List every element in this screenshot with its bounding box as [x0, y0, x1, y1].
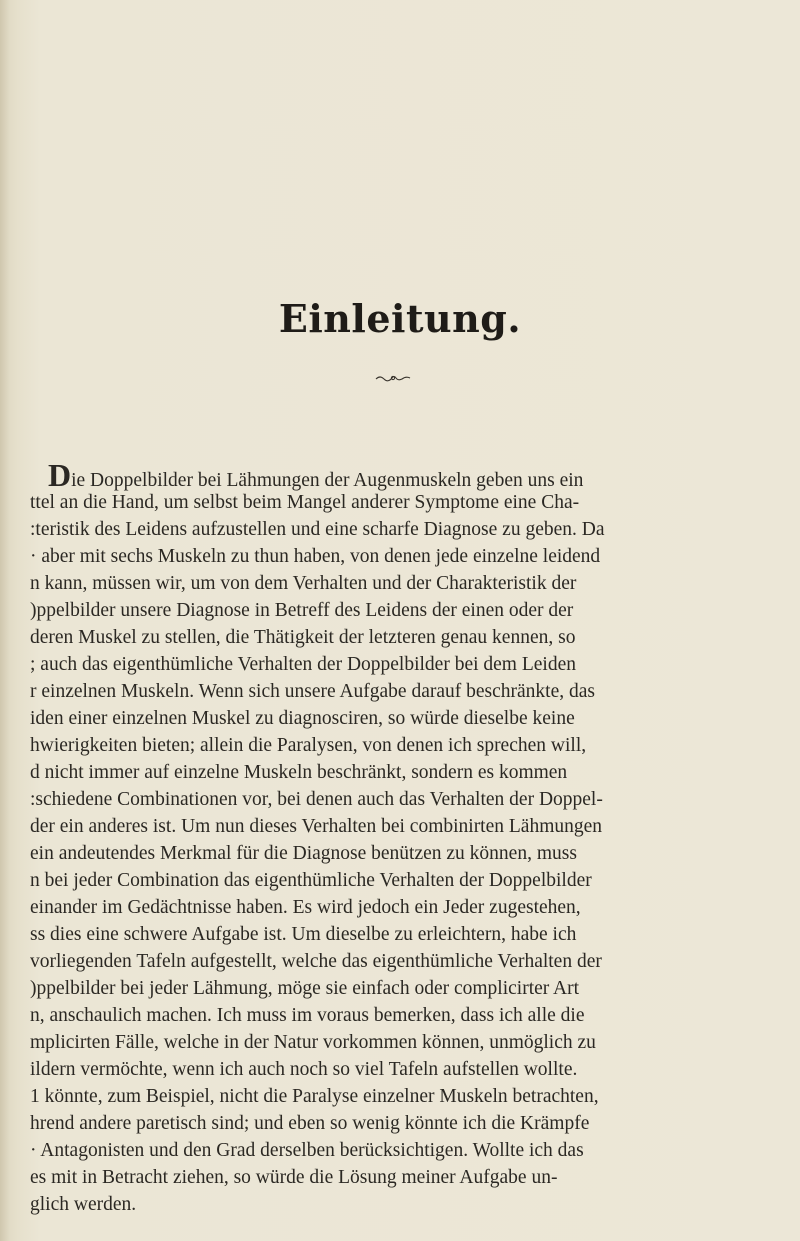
text-line-20: )ppelbilder bei jeder Lähmung, möge sie einfach oder complicirter Art	[30, 978, 580, 999]
text-line-16: n bei jeder Combination das eigenthümliche Verhalten der Doppelbilder	[30, 870, 592, 891]
text-line-5: n kann, müssen wir, um von dem Verhalten und der Charakteristik der	[30, 573, 577, 594]
text-line-23: ildern vermöchte, wenn ich auch noch so viel Tafeln aufstellen wollte.	[30, 1059, 578, 1080]
text-line-26: · Antagonisten und den Grad derselben berücksichtigen. Wollte ich das	[30, 1140, 584, 1161]
page-gutter	[0, 0, 10, 1241]
ornament-flourish-icon	[375, 374, 411, 382]
text-line-17: einander im Gedächtnisse haben. Es wird jedoch ein Jeder zugestehen,	[30, 897, 581, 918]
text-line-24: 1 könnte, zum Beispiel, nicht die Paralyse einzelner Muskeln betrachten,	[30, 1086, 599, 1107]
text-line-28: glich werden.	[30, 1194, 137, 1215]
text-line-18: ss dies eine schwere Aufgabe ist. Um dieselbe zu erleichtern, habe ich	[30, 924, 577, 945]
text-line-13: :schiedene Combinationen vor, bei denen auch das Verhalten der Doppel-	[30, 789, 603, 810]
text-line-4: · aber mit sechs Muskeln zu thun haben, von denen jede einzelne leidend	[30, 546, 601, 567]
text-line-22: mplicirten Fälle, welche in der Natur vorkommen können, unmöglich zu	[30, 1032, 596, 1053]
text-line-7: deren Muskel zu stellen, die Thätigkeit der letzteren genau kennen, so	[30, 627, 576, 648]
text-line-2: ttel an die Hand, um selbst beim Mangel anderer Symptome eine Cha-	[30, 492, 580, 513]
drop-cap: D	[48, 457, 72, 493]
text-line-1: Die Doppelbilder bei Lähmungen der Augenmuskeln geben uns ein	[48, 457, 584, 493]
text-line-10: iden einer einzelnen Muskel zu diagnosciren, so würde dieselbe keine	[30, 708, 575, 729]
text-line-12: d nicht immer auf einzelne Muskeln beschränkt, sondern es kommen	[30, 762, 568, 783]
page-title: Einleitung.	[278, 296, 522, 341]
text-line-27: es mit in Betracht ziehen, so würde die Lösung meiner Aufgabe un-	[30, 1167, 558, 1188]
text-line-21: n, anschaulich machen. Ich muss im voraus bemerken, dass ich alle die	[30, 1005, 585, 1026]
text-line-15: ein andeutendes Merkmal für die Diagnose benützen zu können, muss	[30, 843, 577, 864]
text-line-19: vorliegenden Tafeln aufgestellt, welche das eigenthümliche Verhalten der	[30, 951, 602, 972]
text-line-8: ; auch das eigenthümliche Verhalten der Doppelbilder bei dem Leiden	[30, 654, 576, 675]
text-line-25: hrend andere paretisch sind; und eben so wenig könnte ich die Krämpfe	[30, 1113, 590, 1134]
text-line-14: der ein anderes ist. Um nun dieses Verhalten bei combinirten Lähmungen	[30, 816, 603, 837]
text-line-6: )ppelbilder unsere Diagnose in Betreff des Leidens der einen oder der	[30, 600, 574, 621]
text-line-11: hwierigkeiten bieten; allein die Paralysen, von denen ich sprechen will,	[30, 735, 587, 756]
text-line-9: r einzelnen Muskeln. Wenn sich unsere Aufgabe darauf beschränkte, das	[30, 681, 595, 702]
text-line-3: :teristik des Leidens aufzustellen und eine scharfe Diagnose zu geben. Da	[30, 519, 605, 540]
